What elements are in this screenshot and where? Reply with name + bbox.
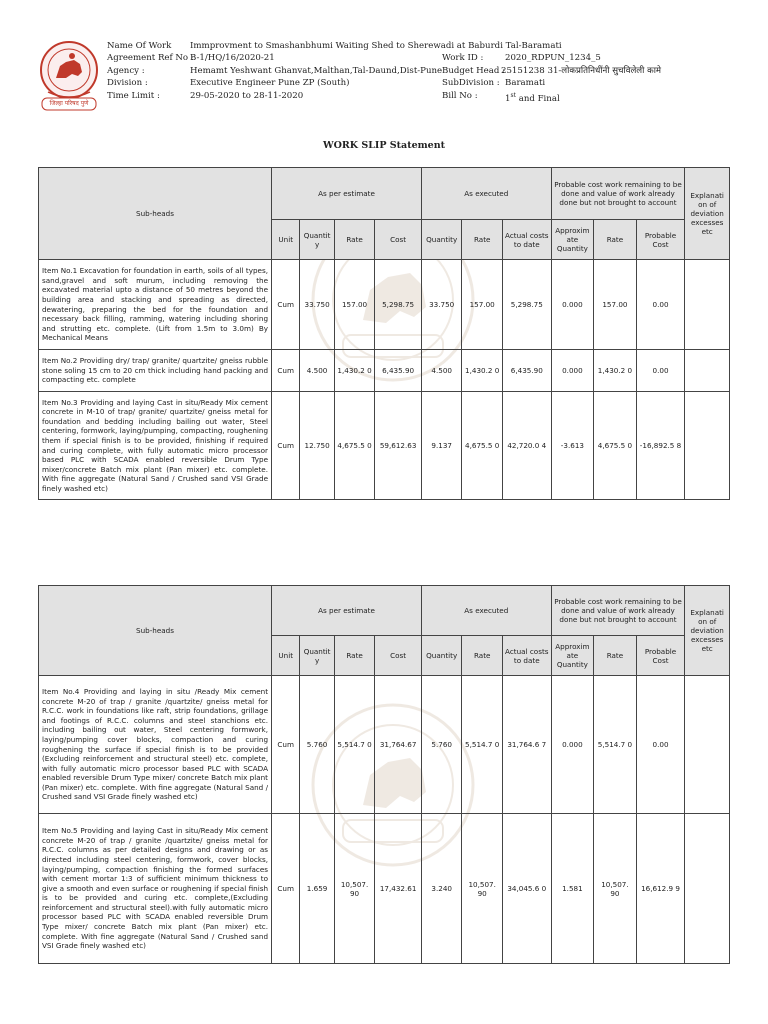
actual-costs-header: Actual costs to date bbox=[502, 636, 551, 676]
explanation-header: Explanati on of deviation excesses etc bbox=[685, 586, 730, 676]
item-description: Item No.1 Excavation for foundation in earth, soils of all types, sand,gravel and soft murum, including removing the excavated material upto a distance of 50 metres beyond the building area and stacking and spreading as directed, dewatering, preparing the bed for the foundation and necessary back filling, ramming, watering including shoring and strutting etc. complete. (Lift from 1.5m to 3.0m) By Mechanical Means bbox=[39, 260, 272, 350]
as-per-estimate-header: As per estimate bbox=[272, 168, 422, 220]
work-id-value: 2020_RDPUN_1234_5 bbox=[505, 53, 601, 64]
exec-rate-cell: 157.00 bbox=[462, 260, 503, 350]
time-limit-value: 29-05-2020 to 28-11-2020 bbox=[190, 90, 304, 101]
exec-quantity-header: Quantity bbox=[421, 636, 462, 676]
approx-qty-header: Approxim ate Quantity bbox=[551, 220, 594, 260]
approx-qty-cell: 1.581 bbox=[551, 814, 594, 964]
cost-cell: 59,612.63 bbox=[375, 392, 422, 500]
explanation-cell bbox=[685, 260, 730, 350]
exec-qty-cell: 4.500 bbox=[421, 350, 462, 392]
explanation-cell bbox=[685, 814, 730, 964]
item-description: Item No.3 Providing and laying Cast in situ/Ready Mix cement concrete in M-10 of trap/ granite/ quartzite/ gneiss metal for foundation and bedding including bailing out water, Steel centering, formwork, laying/pumping, compacting, roughening them if special finish is to be provided, finishing if required and curing complete, with fully automatic micro processor based PLC with SCADA enabled reversible Drum Type mixer/concrete Batch mix plant (Pan mixer) etc. complete. With fine aggregate (Natural Sand / Crushed sand VSI Grade finely washed etc) bbox=[39, 392, 272, 500]
prob-rate-cell: 5,514.7 0 bbox=[594, 676, 637, 814]
agreement-label: Agreement Ref No : bbox=[107, 53, 194, 64]
explanation-cell bbox=[685, 350, 730, 392]
prob-rate-cell: 1,430.2 0 bbox=[594, 350, 637, 392]
work-id-label: Work ID : bbox=[442, 53, 484, 64]
time-limit-label: Time Limit : bbox=[107, 90, 160, 101]
bill-no-label: Bill No : bbox=[442, 90, 478, 101]
prob-rate-cell: 4,675.5 0 bbox=[594, 392, 637, 500]
subdivision-value: Baramati bbox=[505, 78, 546, 89]
budget-head-value: 25151238 31-लोकप्रतिनिधींनी सुचविलेली कामे bbox=[501, 65, 662, 76]
exec-rate-cell: 1,430.2 0 bbox=[462, 350, 503, 392]
exec-qty-cell: 3.240 bbox=[421, 814, 462, 964]
table-row bbox=[39, 676, 730, 814]
name-of-work-label: Name Of Work bbox=[107, 41, 172, 51]
prob-cost-cell: 0.00 bbox=[636, 350, 685, 392]
exec-rate-cell: 10,507. 90 bbox=[462, 814, 503, 964]
rate-cell: 157.00 bbox=[334, 260, 375, 350]
unit-cell: Cum bbox=[272, 392, 300, 500]
subdivision-label: SubDivision : bbox=[442, 78, 500, 89]
item-description: Item No.2 Providing dry/ trap/ granite/ quartzite/ gneiss rubble stone soling 15 cm to 20 cm thick including hand packing and compacting etc. complete bbox=[39, 350, 272, 392]
as-executed-header: As executed bbox=[421, 586, 551, 636]
actual-cost-cell: 42,720.0 4 bbox=[502, 392, 551, 500]
qty-cell: 33.750 bbox=[300, 260, 334, 350]
work-slip-table bbox=[38, 585, 730, 964]
division-value: Executive Engineer Pune ZP (South) bbox=[190, 78, 350, 89]
table-row bbox=[39, 392, 730, 500]
subheads-header: Sub-heads bbox=[39, 586, 272, 676]
item-description: Item No.4 Providing and laying in situ /Ready Mix cement concrete M-20 of trap / granite /quartzite/ gneiss metal for R.C.C. work in foundations like raft, strip foundations, grillage and footings of R.C.C. columns and steel stanchions etc. including bailing out water, Steel centering formwork, laying/pumping cover blocks, compaction and curing roughening the surface if special finish is to be provided (Excluding reinforcement and structural steel) etc. complete, with fully automatic micro processor based PLC with SCADA enabled reversible Drum Type mixer/ concrete Batch mix plant (Pan mixer) etc. complete. With fine aggregate (Natural Sand / Crushed sand VSI Grade finely washed etc) bbox=[39, 676, 272, 814]
exec-rate-cell: 4,675.5 0 bbox=[462, 392, 503, 500]
qty-cell: 5.760 bbox=[300, 676, 334, 814]
name-of-work-value: Immprovment to Smashanbhumi Waiting Shed to Sherewadi at Baburdi Tal-Baramati bbox=[190, 41, 562, 51]
actual-cost-cell: 5,298.75 bbox=[502, 260, 551, 350]
exec-qty-cell: 5.760 bbox=[421, 676, 462, 814]
actual-cost-cell: 31,764.6 7 bbox=[502, 676, 551, 814]
probable-remaining-header: Probable cost work remaining to be done and value of work already done but not brought to account bbox=[551, 586, 685, 636]
item-description: Item No.5 Providing and laying Cast in situ/Ready Mix cement concrete M-20 of trap / granite /quartzite/ gneiss metal for R.C.C. columns as per detailed designs and drawing or as directed including steel centering, formwork, cover blocks, laying/pumping, compaction finishing the formed surfaces with cement mortar 1:3 of sufficient minimum thickness to give a smooth and even surface or roughening if special finish is to be provided and curing etc. complete,(Excluding reinforcement and structural steel).with fully automatic micro processor based PLC with SCADA enabled reversible Drum Type mixer/ concrete Batch mix plant (Pan mixer) etc. complete. With fine aggregate (Natural Sand / Crushed sand VSI Grade finely washed etc) bbox=[39, 814, 272, 964]
explanation-cell bbox=[685, 392, 730, 500]
zp-pune-logo bbox=[36, 40, 102, 112]
unit-cell: Cum bbox=[272, 676, 300, 814]
actual-cost-cell: 34,045.6 0 bbox=[502, 814, 551, 964]
explanation-cell bbox=[685, 676, 730, 814]
exec-rate-cell: 5,514.7 0 bbox=[462, 676, 503, 814]
rate-cell: 10,507. 90 bbox=[334, 814, 375, 964]
exec-rate-header: Rate bbox=[462, 220, 503, 260]
prob-rate-cell: 10,507. 90 bbox=[594, 814, 637, 964]
cost-cell: 6,435.90 bbox=[375, 350, 422, 392]
as-per-estimate-header: As per estimate bbox=[272, 586, 422, 636]
exec-quantity-header: Quantity bbox=[421, 220, 462, 260]
prob-rate-header: Rate bbox=[594, 220, 637, 260]
quantity-header: Quantit y bbox=[300, 636, 334, 676]
explanation-header: Explanati on of deviation excesses etc bbox=[685, 168, 730, 260]
exec-rate-header: Rate bbox=[462, 636, 503, 676]
prob-cost-cell: 0.00 bbox=[636, 260, 685, 350]
agency-label: Agency : bbox=[107, 65, 145, 76]
cost-header: Cost bbox=[375, 636, 422, 676]
table-row bbox=[39, 260, 730, 350]
unit-header: Unit bbox=[272, 636, 300, 676]
cost-cell: 5,298.75 bbox=[375, 260, 422, 350]
prob-cost-cell: 0.00 bbox=[636, 676, 685, 814]
exec-qty-cell: 33.750 bbox=[421, 260, 462, 350]
qty-cell: 4.500 bbox=[300, 350, 334, 392]
qty-cell: 12.750 bbox=[300, 392, 334, 500]
work-slip-table bbox=[38, 167, 730, 500]
quantity-header: Quantit y bbox=[300, 220, 334, 260]
rate-header: Rate bbox=[334, 636, 375, 676]
actual-cost-cell: 6,435.90 bbox=[502, 350, 551, 392]
qty-cell: 1.659 bbox=[300, 814, 334, 964]
approx-qty-cell: -3.613 bbox=[551, 392, 594, 500]
cost-cell: 17,432.61 bbox=[375, 814, 422, 964]
approx-qty-cell: 0.000 bbox=[551, 260, 594, 350]
rate-cell: 5,514.7 0 bbox=[334, 676, 375, 814]
prob-rate-cell: 157.00 bbox=[594, 260, 637, 350]
division-label: Division : bbox=[107, 78, 148, 89]
prob-cost-cell: 16,612.9 9 bbox=[636, 814, 685, 964]
table-row bbox=[39, 814, 730, 964]
table-row bbox=[39, 350, 730, 392]
prob-cost-cell: -16,892.5 8 bbox=[636, 392, 685, 500]
bill-no-value: 1st and Final bbox=[505, 91, 560, 104]
budget-head-label: Budget Head : bbox=[442, 65, 505, 76]
agreement-value: B-1/HQ/16/2020-21 bbox=[190, 53, 275, 64]
rate-cell: 1,430.2 0 bbox=[334, 350, 375, 392]
prob-rate-header: Rate bbox=[594, 636, 637, 676]
cost-cell: 31,764.67 bbox=[375, 676, 422, 814]
rate-header: Rate bbox=[334, 220, 375, 260]
rate-cell: 4,675.5 0 bbox=[334, 392, 375, 500]
unit-cell: Cum bbox=[272, 260, 300, 350]
as-executed-header: As executed bbox=[421, 168, 551, 220]
unit-cell: Cum bbox=[272, 350, 300, 392]
actual-costs-header: Actual costs to date bbox=[502, 220, 551, 260]
approx-qty-header: Approxim ate Quantity bbox=[551, 636, 594, 676]
probable-cost-header: Probable Cost bbox=[636, 220, 685, 260]
subheads-header: Sub-heads bbox=[39, 168, 272, 260]
unit-header: Unit bbox=[272, 220, 300, 260]
page-title: WORK SLIP Statement bbox=[322, 140, 446, 151]
probable-remaining-header: Probable cost work remaining to be done and value of work already done but not brought to account bbox=[551, 168, 685, 220]
unit-cell: Cum bbox=[272, 814, 300, 964]
probable-cost-header: Probable Cost bbox=[636, 636, 685, 676]
cost-header: Cost bbox=[375, 220, 422, 260]
approx-qty-cell: 0.000 bbox=[551, 350, 594, 392]
logo-caption: जिल्हा परिषद पुणे bbox=[49, 100, 89, 107]
agency-value: Hemamt Yeshwant Ghanvat,Malthan,Tal-Daund,Dist-Pune bbox=[190, 65, 443, 76]
exec-qty-cell: 9.137 bbox=[421, 392, 462, 500]
approx-qty-cell: 0.000 bbox=[551, 676, 594, 814]
